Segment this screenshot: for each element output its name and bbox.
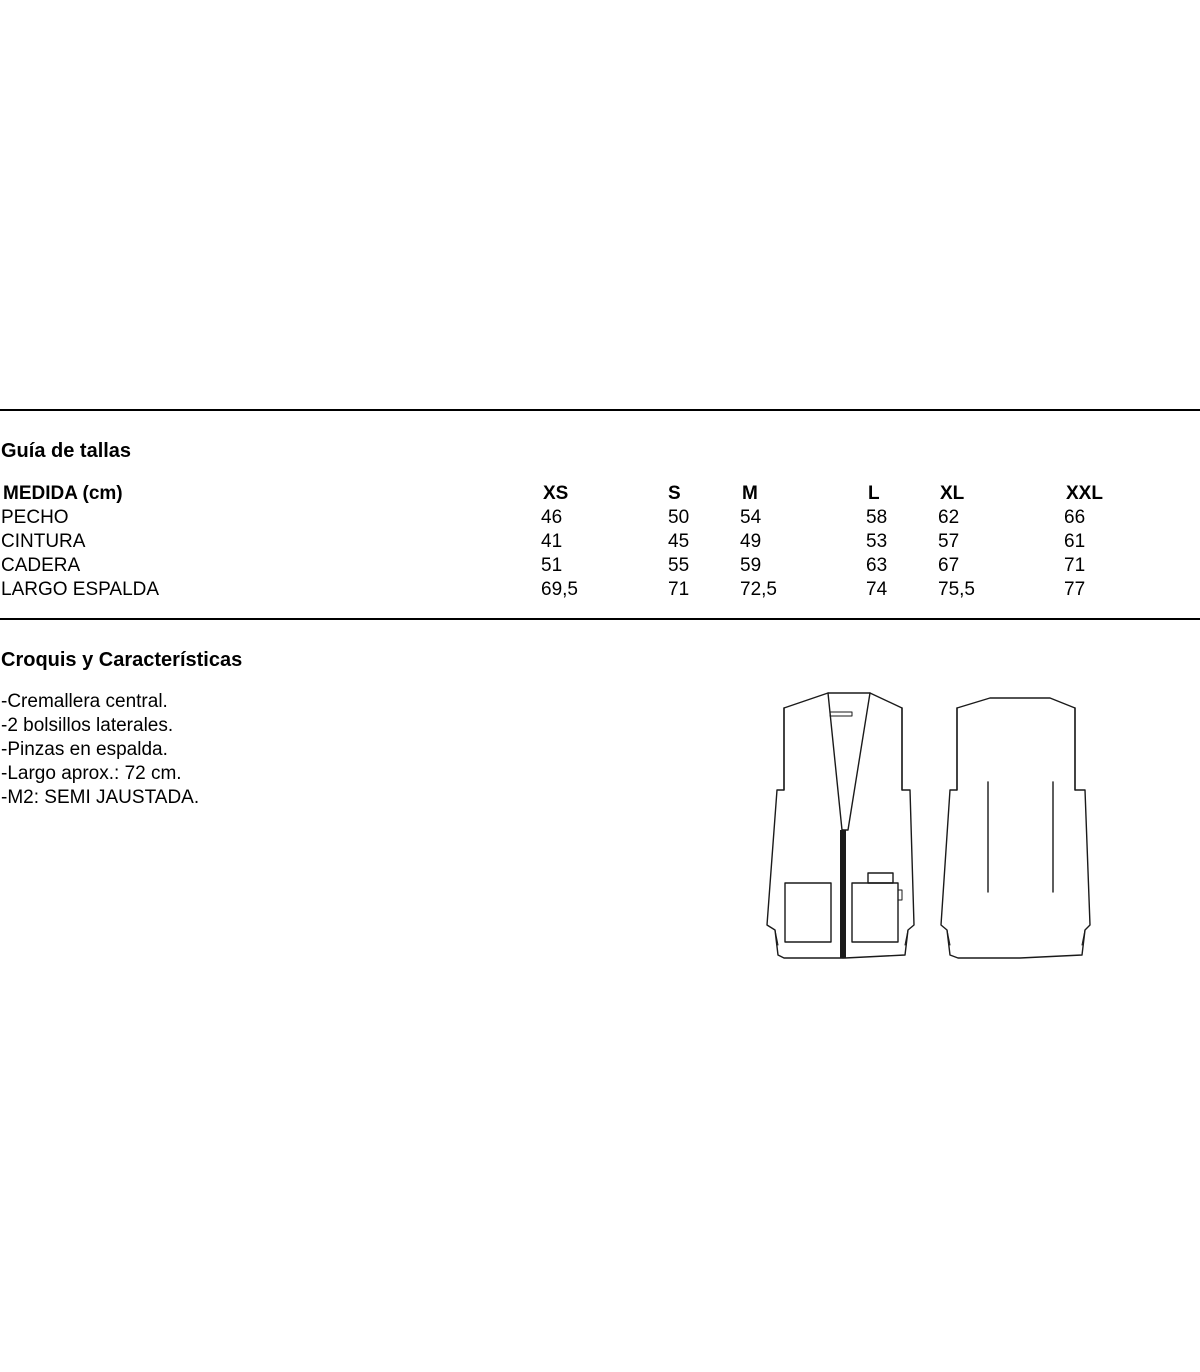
table-row xyxy=(0,578,1200,602)
header-size-xs: XS xyxy=(543,483,569,504)
feature-item: -Pinzas en espalda. xyxy=(1,739,168,760)
table-cell: 63 xyxy=(866,555,888,576)
vest-back-icon xyxy=(941,698,1090,958)
vest-front-icon xyxy=(767,693,914,958)
table-cell: 71 xyxy=(668,579,690,600)
feature-item: -2 bolsillos laterales. xyxy=(1,715,174,736)
table-cell: 41 xyxy=(541,531,563,552)
row-label: PECHO xyxy=(1,507,69,528)
size-table xyxy=(0,482,1200,602)
table-cell: 53 xyxy=(866,531,888,552)
header-size-l: L xyxy=(868,483,880,504)
table-row xyxy=(0,554,1200,578)
row-label: LARGO ESPALDA xyxy=(1,579,160,600)
table-cell: 75,5 xyxy=(938,579,975,600)
table-cell: 59 xyxy=(740,555,762,576)
table-cell: 66 xyxy=(1064,507,1086,528)
table-cell: 51 xyxy=(541,555,563,576)
table-row xyxy=(0,506,1200,530)
row-label: CINTURA xyxy=(1,531,86,552)
table-cell: 55 xyxy=(668,555,690,576)
table-cell: 61 xyxy=(1064,531,1086,552)
feature-item: -Largo aprox.: 72 cm. xyxy=(1,763,182,784)
table-cell: 50 xyxy=(668,507,690,528)
header-size-xl: XL xyxy=(940,483,965,504)
header-size-m: M xyxy=(742,483,758,504)
vest-sketch xyxy=(760,690,1110,970)
header-size-s: S xyxy=(668,483,681,504)
table-cell: 74 xyxy=(866,579,888,600)
features-list xyxy=(1,690,199,810)
table-cell: 49 xyxy=(740,531,762,552)
header-measure: MEDIDA (cm) xyxy=(3,483,123,504)
table-cell: 57 xyxy=(938,531,960,552)
header-size-xxl: XXL xyxy=(1066,483,1103,504)
table-cell: 69,5 xyxy=(541,579,578,600)
row-label: CADERA xyxy=(1,555,81,576)
section-divider xyxy=(0,618,1200,620)
sketch-section-title: Croquis y Características xyxy=(1,649,243,671)
size-guide-title: Guía de tallas xyxy=(1,440,132,462)
table-cell: 62 xyxy=(938,507,960,528)
table-row xyxy=(0,530,1200,554)
size-table-header xyxy=(0,482,1200,506)
table-cell: 45 xyxy=(668,531,690,552)
feature-item: -M2: SEMI JAUSTADA. xyxy=(1,787,200,808)
table-cell: 54 xyxy=(740,507,762,528)
feature-item: -Cremallera central. xyxy=(1,691,168,712)
table-cell: 77 xyxy=(1064,579,1086,600)
table-cell: 72,5 xyxy=(740,579,777,600)
table-cell: 71 xyxy=(1064,555,1086,576)
table-cell: 46 xyxy=(541,507,563,528)
table-cell: 67 xyxy=(938,555,960,576)
top-divider xyxy=(0,409,1200,411)
table-cell: 58 xyxy=(866,507,888,528)
